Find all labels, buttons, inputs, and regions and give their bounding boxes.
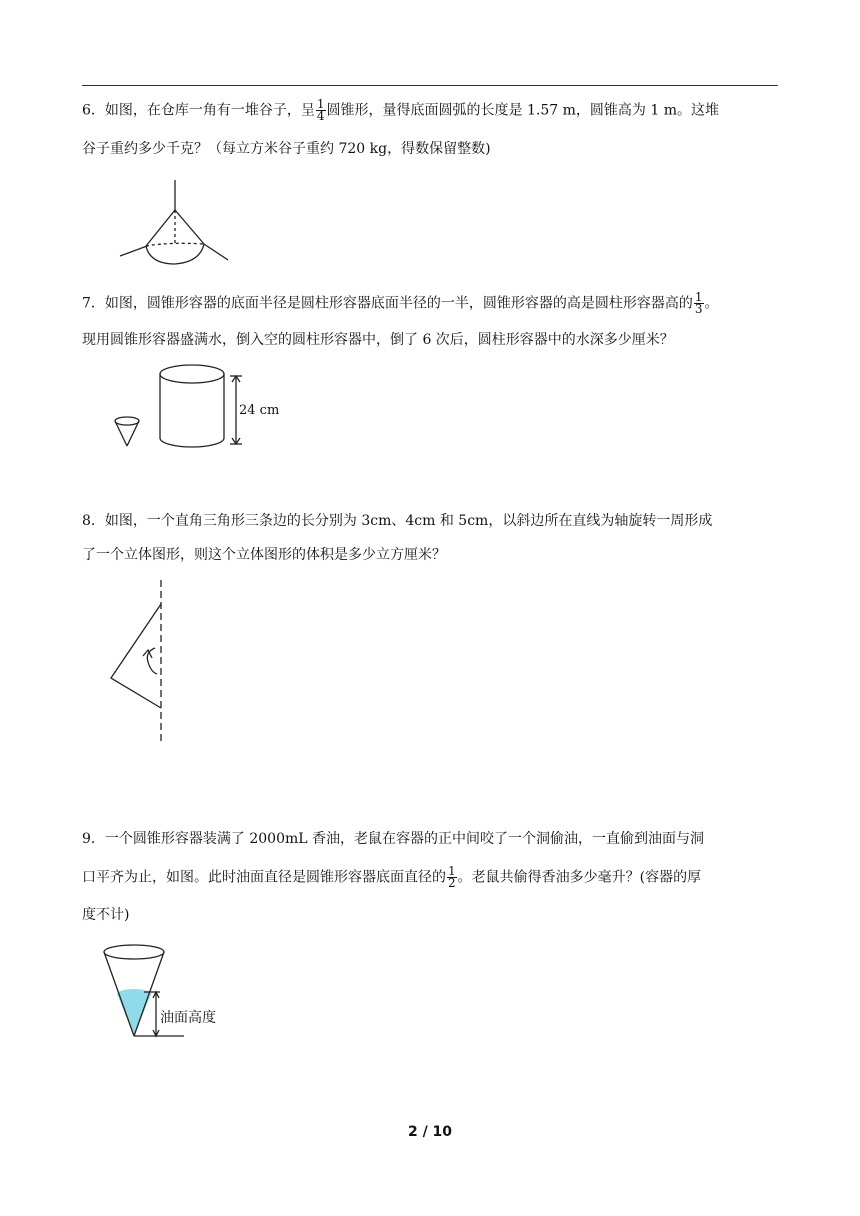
q8-rotating-triangle-figure — [105, 580, 175, 745]
q6-text-a: 6．如图，在仓库一角有一堆谷子，呈 — [82, 102, 315, 119]
q7-frac-num: 1 — [694, 290, 703, 304]
oil-surface — [117, 989, 151, 999]
q6-line2: 谷子重约多少千克？（每立方米谷子重约 720 kg，得数保留整数) — [82, 141, 491, 157]
q7-frac-den: 3 — [694, 302, 703, 316]
q7-fraction — [694, 292, 704, 315]
q6-line1 — [82, 99, 719, 122]
page-number: 2 / 10 — [407, 1124, 453, 1140]
q9-text-a: 口平齐为止，如图。此时油面直径是圆锥形容器底面直径的 — [82, 869, 446, 886]
q7-line2: 现用圆锥形容器盛满水，倒入空的圆柱形容器中，倒了 6 次后，圆柱形容器中的水深多少厘米？ — [82, 332, 674, 348]
q9-line2 — [82, 866, 701, 889]
q9-fraction — [447, 866, 457, 889]
q9-frac-den: 2 — [448, 876, 456, 890]
q8-line2: 了一个立体图形，则这个立体图形的体积是多少立方厘米？ — [82, 547, 446, 563]
q6-fraction — [316, 99, 326, 122]
q6-frac-den: 4 — [316, 109, 325, 123]
q9-line3: 度不计) — [82, 907, 130, 923]
q6-frac-num: 1 — [316, 97, 325, 111]
q7-cone-cylinder-figure — [112, 362, 282, 454]
oil-fill — [117, 994, 151, 1036]
q7-height-label: 24 cm — [239, 403, 280, 418]
q8-line1: 8．如图，一个直角三角形三条边的长分别为 3cm、4cm 和 5cm，以斜边所在直线为轴旋转一周形成 — [82, 513, 713, 529]
q6-quarter-cone-figure — [110, 178, 240, 268]
q9-cone-oil-figure — [100, 942, 250, 1042]
q7-text-a: 7．如图，圆锥形容器的底面半径是圆柱形容器底面半径的一半，圆锥形容器的高是圆柱形容器高的 — [82, 295, 693, 312]
q7-text-b: 。 — [704, 295, 719, 312]
q9-frac-num: 1 — [448, 864, 456, 878]
header-rule — [82, 85, 778, 86]
q7-line1 — [82, 292, 719, 315]
q9-text-b: 。老鼠共偷得香油多少毫升？(容器的厚 — [457, 869, 702, 886]
q6-text-b: 圆锥形，量得底面圆弧的长度是 1.57 m，圆锥高为 1 m。这堆 — [326, 102, 719, 119]
q9-line1: 9．一个圆锥形容器装满了 2000mL 香油，老鼠在容器的正中间咬了一个洞偷油，一直偷到油面与洞 — [82, 831, 705, 847]
q9-oil-height-label: 油面高度 — [160, 1010, 216, 1026]
